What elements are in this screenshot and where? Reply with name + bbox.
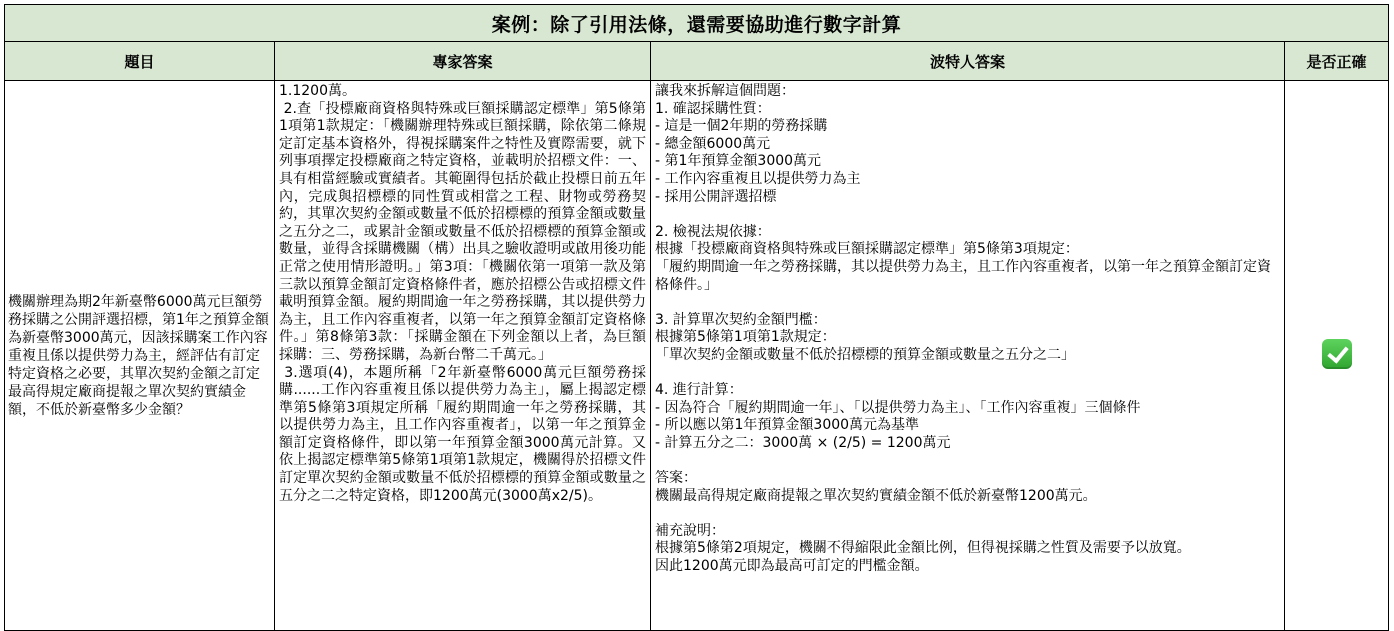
bot-line: 機關最高得規定廠商提報之單次契約實績金額不低於新臺幣1200萬元。 (655, 487, 1097, 504)
bot-line: 因此1200萬元即為最高可訂定的門檻金額。 (655, 558, 929, 575)
bot-line: 1. 確認採購性質： (655, 100, 771, 117)
bot-line: 3. 計算單次契約金額門檻： (655, 311, 827, 328)
bot-line (655, 365, 1280, 383)
bot-line: 根據第5條第1項第1款規定： (655, 329, 836, 346)
question-cell: 機關辦理為期2年新臺幣6000萬元巨額勞務採購之公開評選招標，第1年之預算金額為新臺幣3000萬元，因該採購案工作內容重複且係以提供勞力為主，經評估有訂定特定資格之必要，其單次契約金額之訂定最高得規定廠商提報之單次契約實績金額，不低於新臺幣多少金額？ (5, 81, 275, 631)
comparison-table (4, 4, 1389, 631)
bot-line: - 這是一個2年期的勞務採購 (655, 118, 828, 135)
bot-line: 「單次契約金額或數量不低於招標標的預算金額或數量之五分之二」 (655, 346, 1075, 363)
bot-line (655, 505, 1280, 523)
answer-row (5, 81, 1389, 631)
title-row (5, 5, 1389, 42)
bot-line: 讓我來拆解這個問題： (655, 83, 795, 99)
expert-answer-cell (275, 81, 651, 631)
header-bot-answer: 波特人答案 (651, 42, 1285, 81)
bot-answer-cell (651, 81, 1285, 631)
check-mark-icon (1322, 339, 1352, 369)
bot-line: - 因為符合「履約期間逾一年」、「以提供勞力為主」、「工作內容重複」三個條件 (655, 399, 1141, 416)
bot-line: 4. 進行計算： (655, 382, 743, 399)
bot-line: - 工作內容重複且以提供勞力為主 (655, 170, 861, 187)
header-question: 題目 (5, 42, 275, 81)
bot-line: - 總金額6000萬元 (655, 135, 771, 152)
bot-line: - 第1年預算金額3000萬元 (655, 153, 822, 170)
bot-line: - 計算五分之二：3000萬 × (2/5) = 1200萬元 (655, 434, 951, 451)
bot-line: 補充說明： (655, 522, 725, 539)
header-row (5, 42, 1389, 81)
correctness-cell (1285, 81, 1389, 631)
bot-line: - 採用公開評選招標 (655, 188, 777, 205)
bot-line (655, 294, 1280, 312)
header-correctness: 是否正確 (1285, 42, 1389, 81)
bot-line: 根據第5條第2項規定，機關不得縮限此金額比例，但得視採購之性質及需要予以放寬。 (655, 540, 1191, 557)
bot-line: 根據「投標廠商資格與特殊或巨額採購認定標準」第5條第3項規定： (655, 241, 1079, 258)
expert-line: 3.選項(4)，本題所稱「2年新臺幣6000萬元巨額勞務採購......工作內容重複且係以提供勞力為主」，屬上揭認定標準第5條第3項規定所稱「履約期間逾一年之勞務採購，其以提供勞力為主，且工作內容重複者」，以第一年之預算金額訂定資格條件，即以第一年預算金額3000萬元計算。又依上揭認定標準第5條第1項第1款規定，機關得於招標文件訂定單次契約金額或數量不低於招標標的預算金額或數量之五分之二之特定資格，即1200萬元(3000萬x2/5)。 (279, 364, 646, 504)
comparison-table-wrapper (4, 4, 1388, 626)
bot-line (655, 206, 1280, 224)
expert-line: 1.1200萬。 (279, 83, 356, 99)
bot-line (655, 452, 1280, 470)
bot-line: 答案： (655, 470, 697, 487)
expert-line: 2.查「投標廠商資格與特殊或巨額採購認定標準」第5條第1項第1款規定：「機關辦理特殊或巨額採購，除依第二條規定訂定基本資格外，得視採購案件之特性及實際需要，就下列事項擇定投標廠商之特定資格，並載明於招標文件：一、具有相當經驗或實績者。其範圍得包括於截止投標日前五年內，完成與招標標的同性質或相當之工程、財物或勞務契約，其單次契約金額或數量不低於招標標的預算金額或數量之五分之二，或累計金額或數量不低於招標標的預算金額或數量，並得含採購機關（構）出具之驗收證明或啟用後功能正常之使用情形證明。」第3項：「機關依第一項第一款及第三款以預算金額訂定資格條件者，應於招標公告或招標文件載明預算金額。履約期間逾一年之勞務採購，其以提供勞力為主，且工作內容重複者，以第一年之預算金額訂定資格條件。」第8條第3款：「採購金額在下列金額以上者，為巨額採購：三、勞務採購，為新台幣二千萬元。」 (279, 100, 647, 363)
bot-line: - 所以應以第1年預算金額3000萬元為基準 (655, 417, 920, 434)
bot-line: 「履約期間逾一年之勞務採購，其以提供勞力為主，且工作內容重複者，以第一年之預算金額訂定資格條件。」 (655, 258, 1271, 293)
table-title: 案例：除了引用法條，還需要協助進行數字計算 (5, 5, 1389, 42)
bot-line: 2. 檢視法規依據： (655, 223, 771, 240)
header-expert-answer: 專家答案 (275, 42, 651, 81)
